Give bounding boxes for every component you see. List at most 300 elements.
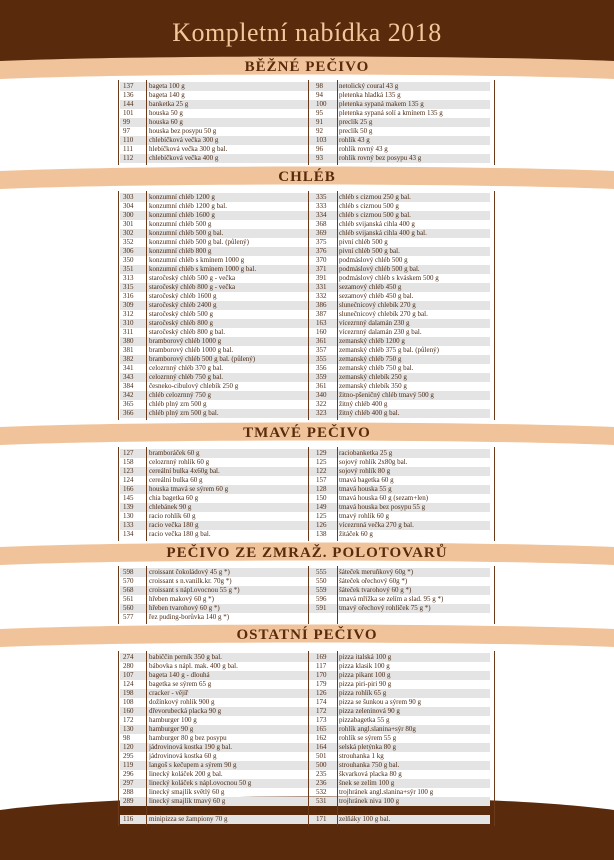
column-divider <box>337 447 338 541</box>
product-name: hřeben makový 60 g *) <box>149 595 214 603</box>
product-code: 149 <box>316 503 327 511</box>
product-name: konzumní chléb 1600 g <box>149 211 215 219</box>
product-name: staročeský chléb 500 g - večka <box>149 274 236 282</box>
product-code: 94 <box>316 91 323 99</box>
product-name: tmavý ořechový rohlíček 75 g *) <box>339 604 431 612</box>
product-name: žitný chléb 400 g <box>339 400 388 408</box>
table-row <box>120 82 490 91</box>
product-code: 340 <box>316 391 327 399</box>
column-divider <box>146 447 147 541</box>
product-name: chlebánek 90 g <box>149 503 192 511</box>
product-name: pizza italská 100 g <box>339 653 392 661</box>
product-code: 370 <box>316 256 327 264</box>
product-name: tmavá bagetka 60 g <box>339 476 394 484</box>
product-code: 130 <box>123 725 134 733</box>
product-name: minipizza se salámem 70 g <box>149 806 225 814</box>
product-name: tmavá mřížka se zelím a slad. 95 g *) <box>339 595 444 603</box>
product-code: 163 <box>316 319 327 327</box>
section-header <box>0 541 614 567</box>
table-row <box>120 752 490 761</box>
product-code: 158 <box>123 458 134 466</box>
column-divider <box>494 80 495 165</box>
product-code: 310 <box>123 319 134 327</box>
product-name: linecký koláček s nápl.ovocnou 50 g <box>149 779 252 787</box>
table-row <box>120 400 490 409</box>
product-code: 355 <box>316 355 327 363</box>
product-name: žitný chléb 400 g bal. <box>339 409 400 417</box>
product-code: 312 <box>123 310 134 318</box>
table-row <box>120 319 490 328</box>
section-header <box>0 55 614 81</box>
table-row <box>120 662 490 671</box>
product-name: preclík 25 g <box>339 118 373 126</box>
product-code: 160 <box>316 328 327 336</box>
product-code: 150 <box>316 494 327 502</box>
column-divider <box>118 447 119 541</box>
column-divider <box>146 651 147 826</box>
table-row <box>120 364 490 373</box>
table-row <box>120 220 490 229</box>
table-row <box>120 373 490 382</box>
product-code: 306 <box>123 247 134 255</box>
product-name: konzumní chléb s kmínem 1000 g <box>149 256 245 264</box>
column-divider <box>494 566 495 624</box>
product-name: zelňáky 100 g bal. <box>339 815 391 823</box>
section-header <box>0 421 614 447</box>
product-code: 174 <box>316 698 327 706</box>
product-name: tmavá houska bez posypu 55 g <box>339 503 426 511</box>
product-name: celozrnný rohlík 60 g <box>149 458 210 466</box>
product-name: konzumní chléb 500 g bal. <box>149 229 224 237</box>
table-row <box>120 256 490 265</box>
product-code: 357 <box>316 346 327 354</box>
table-row <box>120 568 490 577</box>
product-name: slunečnicový chlebík 270 g <box>339 301 416 309</box>
product-name: šáteček tvarohový 60 g *) <box>339 586 412 594</box>
product-code: 98 <box>316 82 323 90</box>
product-code: 103 <box>316 136 327 144</box>
product-name: netolický coural 43 g <box>339 82 399 90</box>
table-row <box>120 806 490 815</box>
product-code: 369 <box>316 229 327 237</box>
table-row <box>120 613 490 622</box>
product-code: 335 <box>316 193 327 201</box>
product-name: zemanský chlebík 350 g <box>339 382 407 390</box>
product-name: bramborový chléb 1000 g <box>149 337 222 345</box>
product-name: cereální bulka 4x60g bal. <box>149 467 220 475</box>
product-code: 315 <box>123 283 134 291</box>
product-code: 127 <box>123 449 134 457</box>
table-row <box>120 310 490 319</box>
product-name: zemanský chléb 375 g bal. (půlený) <box>339 346 439 354</box>
product-name: houska tmavá se sýrem 60 g <box>149 485 229 493</box>
product-code: 115 <box>123 806 134 814</box>
product-code: 387 <box>316 310 327 318</box>
product-code: 361 <box>316 382 327 390</box>
product-name: konzumní chléb 500 g bal. (půlený) <box>149 238 249 246</box>
product-table <box>120 653 490 824</box>
product-code: 343 <box>123 373 134 381</box>
product-code: 351 <box>123 265 134 273</box>
product-code: 93 <box>316 154 323 162</box>
product-name: racio večka 180 g <box>149 521 199 529</box>
table-row <box>120 467 490 476</box>
column-divider <box>337 191 338 420</box>
column-divider <box>118 191 119 420</box>
product-name: celozrnný chléb 750 g bal. <box>149 373 224 381</box>
product-code: 391 <box>316 274 327 282</box>
product-name: racio večka 180 g bal. <box>149 530 211 538</box>
table-row <box>120 265 490 274</box>
table-row <box>120 449 490 458</box>
product-code: 157 <box>316 476 327 484</box>
product-name: šáteček ořechový 60g *) <box>339 577 408 585</box>
product-code: 309 <box>123 301 134 309</box>
product-code: 129 <box>316 449 327 457</box>
product-name: raciobanketka 25 g <box>339 449 393 457</box>
table-row <box>120 815 490 824</box>
product-code: 136 <box>123 91 134 99</box>
product-table <box>120 82 490 163</box>
product-code: 386 <box>316 301 327 309</box>
product-code: 341 <box>123 364 134 372</box>
table-row <box>120 391 490 400</box>
table-row <box>120 707 490 716</box>
table-row <box>120 274 490 283</box>
product-code: 170 <box>316 671 327 679</box>
section-heading: TMAVÉ PEČIVO <box>243 425 371 441</box>
product-name: šnek se zelím 100 g <box>339 779 395 787</box>
table-row <box>120 689 490 698</box>
product-code: 125 <box>316 512 327 520</box>
table-row <box>120 725 490 734</box>
product-name: rohlík angl.slanina+sýr 80g <box>339 725 416 733</box>
product-name: konzumní chléb 800 g <box>149 247 212 255</box>
product-code: 559 <box>316 586 327 594</box>
product-name: chléb s cizrnou 500 g bal. <box>339 211 411 219</box>
table-row <box>120 247 490 256</box>
product-code: 295 <box>123 752 134 760</box>
product-name: houska 60 g <box>149 118 183 126</box>
product-name: tmavá houska 55 g <box>339 485 392 493</box>
product-code: 130 <box>123 512 134 520</box>
table-row <box>120 202 490 211</box>
product-code: 331 <box>316 283 327 291</box>
table-row <box>120 653 490 662</box>
product-code: 561 <box>123 595 134 603</box>
product-code: 532 <box>316 788 327 796</box>
product-code: 235 <box>316 770 327 778</box>
product-code: 198 <box>123 689 134 697</box>
product-code: 126 <box>316 521 327 529</box>
product-name: sezamový chléb 450 g <box>339 283 402 291</box>
product-code: 116 <box>123 815 134 823</box>
table-row <box>120 604 490 613</box>
column-divider <box>337 651 338 826</box>
product-code: 316 <box>123 292 134 300</box>
table-row <box>120 577 490 586</box>
product-name: racio rohlík 60 g <box>149 512 196 520</box>
table-row <box>120 586 490 595</box>
product-code: 99 <box>123 118 130 126</box>
product-name: zemanský chléb 750 g <box>339 355 402 363</box>
table-row <box>120 521 490 530</box>
product-name: zelňák 85 g <box>339 806 372 814</box>
product-code: 91 <box>316 118 323 126</box>
product-code: 164 <box>316 743 327 751</box>
product-name: langoš s kečupem a sýrem 90 g <box>149 761 237 769</box>
column-divider <box>337 80 338 165</box>
product-code: 332 <box>316 292 327 300</box>
product-code: 568 <box>123 586 134 594</box>
column-divider <box>308 447 309 541</box>
product-code: 179 <box>316 680 327 688</box>
product-code: 107 <box>123 671 134 679</box>
product-name: chléb s cizrnou 250 g bal. <box>339 193 411 201</box>
product-table <box>120 449 490 539</box>
product-name: celozrnný chléb 370 g bal. <box>149 364 224 372</box>
table-row <box>120 761 490 770</box>
product-code: 133 <box>123 521 134 529</box>
table-row <box>120 127 490 136</box>
product-name: croissant čokoládový 45 g *) <box>149 568 230 576</box>
product-code: 555 <box>316 568 327 576</box>
product-code: 97 <box>123 127 130 135</box>
product-name: staročeský chléb 800 g <box>149 319 213 327</box>
product-name: houska bez posypu 50 g <box>149 127 217 135</box>
column-divider <box>146 191 147 420</box>
section-heading: PEČIVO ZE ZMRAŽ. POLOTOVARŮ <box>166 545 448 561</box>
product-name: řez puding-borůvka 140 g *) <box>149 613 230 621</box>
column-divider <box>337 566 338 624</box>
product-code: 111 <box>123 145 133 153</box>
product-name: škvarková placka 80 g <box>339 770 402 778</box>
product-code: 352 <box>123 238 134 246</box>
product-name: konzumní chléb s kmínem 1000 g bal. <box>149 265 257 273</box>
product-name: dožínkový rohlík 900 g <box>149 698 215 706</box>
product-name: chléb s cizrnou 500 g <box>339 202 399 210</box>
product-name: chléb plný zrn 500 g bal. <box>149 409 219 417</box>
product-name: linecký koláček 200 g bal. <box>149 770 223 778</box>
product-code: 313 <box>123 274 134 282</box>
section-header <box>0 623 614 649</box>
product-code: 117 <box>316 662 327 670</box>
product-name: žitno-pšeničný chléb tmavý 500 g <box>339 391 434 399</box>
section-heading: CHLÉB <box>278 169 336 185</box>
product-code: 371 <box>316 265 327 273</box>
table-row <box>120 494 490 503</box>
table-row <box>120 770 490 779</box>
product-name: konzumní chléb 1200 g bal. <box>149 202 227 210</box>
product-name: pivní chléb 500 g bal. <box>339 247 400 255</box>
product-name: hamburger 90 g <box>149 725 194 733</box>
product-code: 350 <box>123 256 134 264</box>
column-divider <box>308 566 309 624</box>
product-name: pizza piri-piri 90 g <box>339 680 392 688</box>
table-row <box>120 779 490 788</box>
product-code: 124 <box>123 476 134 484</box>
product-code: 577 <box>123 613 134 621</box>
product-code: 289 <box>123 797 134 805</box>
product-name: staročeský chléb 1600 g <box>149 292 217 300</box>
section-heading: BĚŽNÉ PEČIVO <box>244 59 370 75</box>
product-code: 112 <box>123 154 134 162</box>
product-code: 274 <box>123 653 134 661</box>
table-row <box>120 238 490 247</box>
product-code: 121 <box>316 806 327 814</box>
product-name: vícezrnný dalamán 230 g <box>339 319 410 327</box>
product-name: rohlík se sýrem 55 g <box>339 734 397 742</box>
product-name: staročeský chléb 800 g - večka <box>149 283 236 291</box>
product-name: zemanský chléb 1200 g <box>339 337 405 345</box>
product-code: 550 <box>316 577 327 585</box>
product-name: jádrovinová kostka 190 g bal. <box>149 743 233 751</box>
product-name: staročeský chléb 800 g bal. <box>149 328 226 336</box>
product-code: 598 <box>123 568 134 576</box>
column-divider <box>494 447 495 541</box>
product-name: pivní chléb 500 g <box>339 238 388 246</box>
product-code: 570 <box>123 577 134 585</box>
product-code: 356 <box>316 364 327 372</box>
product-name: houska 50 g <box>149 109 183 117</box>
product-name: rohlík 43 g <box>339 136 370 144</box>
table-row <box>120 458 490 467</box>
product-name: linecký smajlík světlý 60 g <box>149 788 225 796</box>
column-divider <box>308 80 309 165</box>
product-code: 500 <box>316 761 327 769</box>
product-name: staročeský chléb 2400 g <box>149 301 217 309</box>
table-row <box>120 91 490 100</box>
table-row <box>120 409 490 418</box>
table-row <box>120 301 490 310</box>
product-code: 302 <box>123 229 134 237</box>
table-row <box>120 229 490 238</box>
table-row <box>120 145 490 154</box>
table-row <box>120 109 490 118</box>
product-code: 342 <box>123 391 134 399</box>
product-name: česneko-cibulový chlebík 250 g <box>149 382 239 390</box>
product-name: tmavá houska 60 g (sezam+len) <box>339 494 429 502</box>
product-code: 172 <box>123 716 134 724</box>
product-code: 368 <box>316 220 327 228</box>
product-code: 560 <box>123 604 134 612</box>
table-row <box>120 211 490 220</box>
product-code: 110 <box>123 136 134 144</box>
column-divider <box>118 80 119 165</box>
product-code: 139 <box>123 503 134 511</box>
product-code: 301 <box>123 220 134 228</box>
product-code: 172 <box>316 707 327 715</box>
product-code: 101 <box>123 109 134 117</box>
table-row <box>120 503 490 512</box>
product-code: 322 <box>316 400 327 408</box>
product-code: 361 <box>316 337 327 345</box>
table-row <box>120 346 490 355</box>
product-code: 137 <box>123 82 134 90</box>
product-code: 384 <box>123 382 134 390</box>
table-row <box>120 671 490 680</box>
product-code: 145 <box>123 494 134 502</box>
product-name: hlebíčková večka 300 g bal. <box>149 145 228 153</box>
product-name: linecký smajlík tmavý 60 g <box>149 797 226 805</box>
product-code: 596 <box>316 595 327 603</box>
product-name: chléb plný zrn 500 g <box>149 400 207 408</box>
product-code: 122 <box>316 467 327 475</box>
product-name: cereální bulka 60 g <box>149 476 203 484</box>
product-name: bageta 100 g <box>149 82 185 90</box>
product-code: 531 <box>316 797 327 805</box>
product-name: chlebíčková večka 300 g <box>149 136 219 144</box>
table-row <box>120 716 490 725</box>
product-code: 123 <box>123 467 134 475</box>
page-title: Kompletní nabídka 2018 <box>172 18 442 47</box>
product-name: žitáček 60 g <box>339 530 373 538</box>
product-code: 375 <box>316 238 327 246</box>
product-name: bramborový chléb 500 g bal. (půlený) <box>149 355 256 363</box>
table-row <box>120 292 490 301</box>
table-row <box>120 680 490 689</box>
table-row <box>120 476 490 485</box>
product-name: podmáslový chléb 500 g <box>339 256 408 264</box>
table-row <box>120 698 490 707</box>
product-name: bábovka s nápl. mak. 400 g bal. <box>149 662 238 670</box>
product-name: chléb svijanská cihla 400 g bal. <box>339 229 427 237</box>
product-name: chléb celozrnný 750 g <box>149 391 212 399</box>
product-name: trojhránek angl.slanina+sýr 100 g <box>339 788 434 796</box>
product-name: strouhanka 750 g bal. <box>339 761 400 769</box>
product-name: sojový rohlík 2x80g bal. <box>339 458 408 466</box>
product-code: 381 <box>123 346 134 354</box>
column-divider <box>118 651 119 826</box>
table-row <box>120 734 490 743</box>
table-row <box>120 337 490 346</box>
product-code: 166 <box>123 485 134 493</box>
product-code: 334 <box>316 211 327 219</box>
product-name: minipizza se žampiony 70 g <box>149 815 228 823</box>
table-row <box>120 788 490 797</box>
product-name: banketka 25 g <box>149 100 189 108</box>
product-name: sezamový chléb 450 g bal. <box>339 292 414 300</box>
table-row <box>120 328 490 337</box>
product-code: 311 <box>123 328 134 336</box>
product-name: pizza zeleninová 90 g <box>339 707 400 715</box>
product-name: vícezrnná večka 270 g bal. <box>339 521 414 529</box>
product-code: 382 <box>123 355 134 363</box>
product-code: 92 <box>316 127 323 135</box>
product-code: 333 <box>316 202 327 210</box>
product-name: zemanský chléb 750 g bal. <box>339 364 414 372</box>
product-code: 120 <box>123 743 134 751</box>
product-name: rohlík rovný bez posypu 43 g <box>339 154 422 162</box>
product-table <box>120 193 490 418</box>
product-table <box>120 568 490 622</box>
product-name: bramborový chléb 1000 g bal. <box>149 346 234 354</box>
product-name: zemanský chlebík 250 g <box>339 373 407 381</box>
product-code: 288 <box>123 788 134 796</box>
column-divider <box>494 191 495 420</box>
product-code: 165 <box>316 725 327 733</box>
product-name: sojový rohlík 80 g <box>339 467 391 475</box>
product-name: vícezrnný dalamán 230 g bal. <box>339 328 422 336</box>
table-row <box>120 382 490 391</box>
product-code: 591 <box>316 604 327 612</box>
product-code: 169 <box>316 653 327 661</box>
product-name: podmáslový chléb 500 g bal. <box>339 265 420 273</box>
product-name: bagetka se sýrem 65 g <box>149 680 212 688</box>
product-code: 300 <box>123 211 134 219</box>
product-code: 376 <box>316 247 327 255</box>
product-name: hamburger 100 g <box>149 716 197 724</box>
